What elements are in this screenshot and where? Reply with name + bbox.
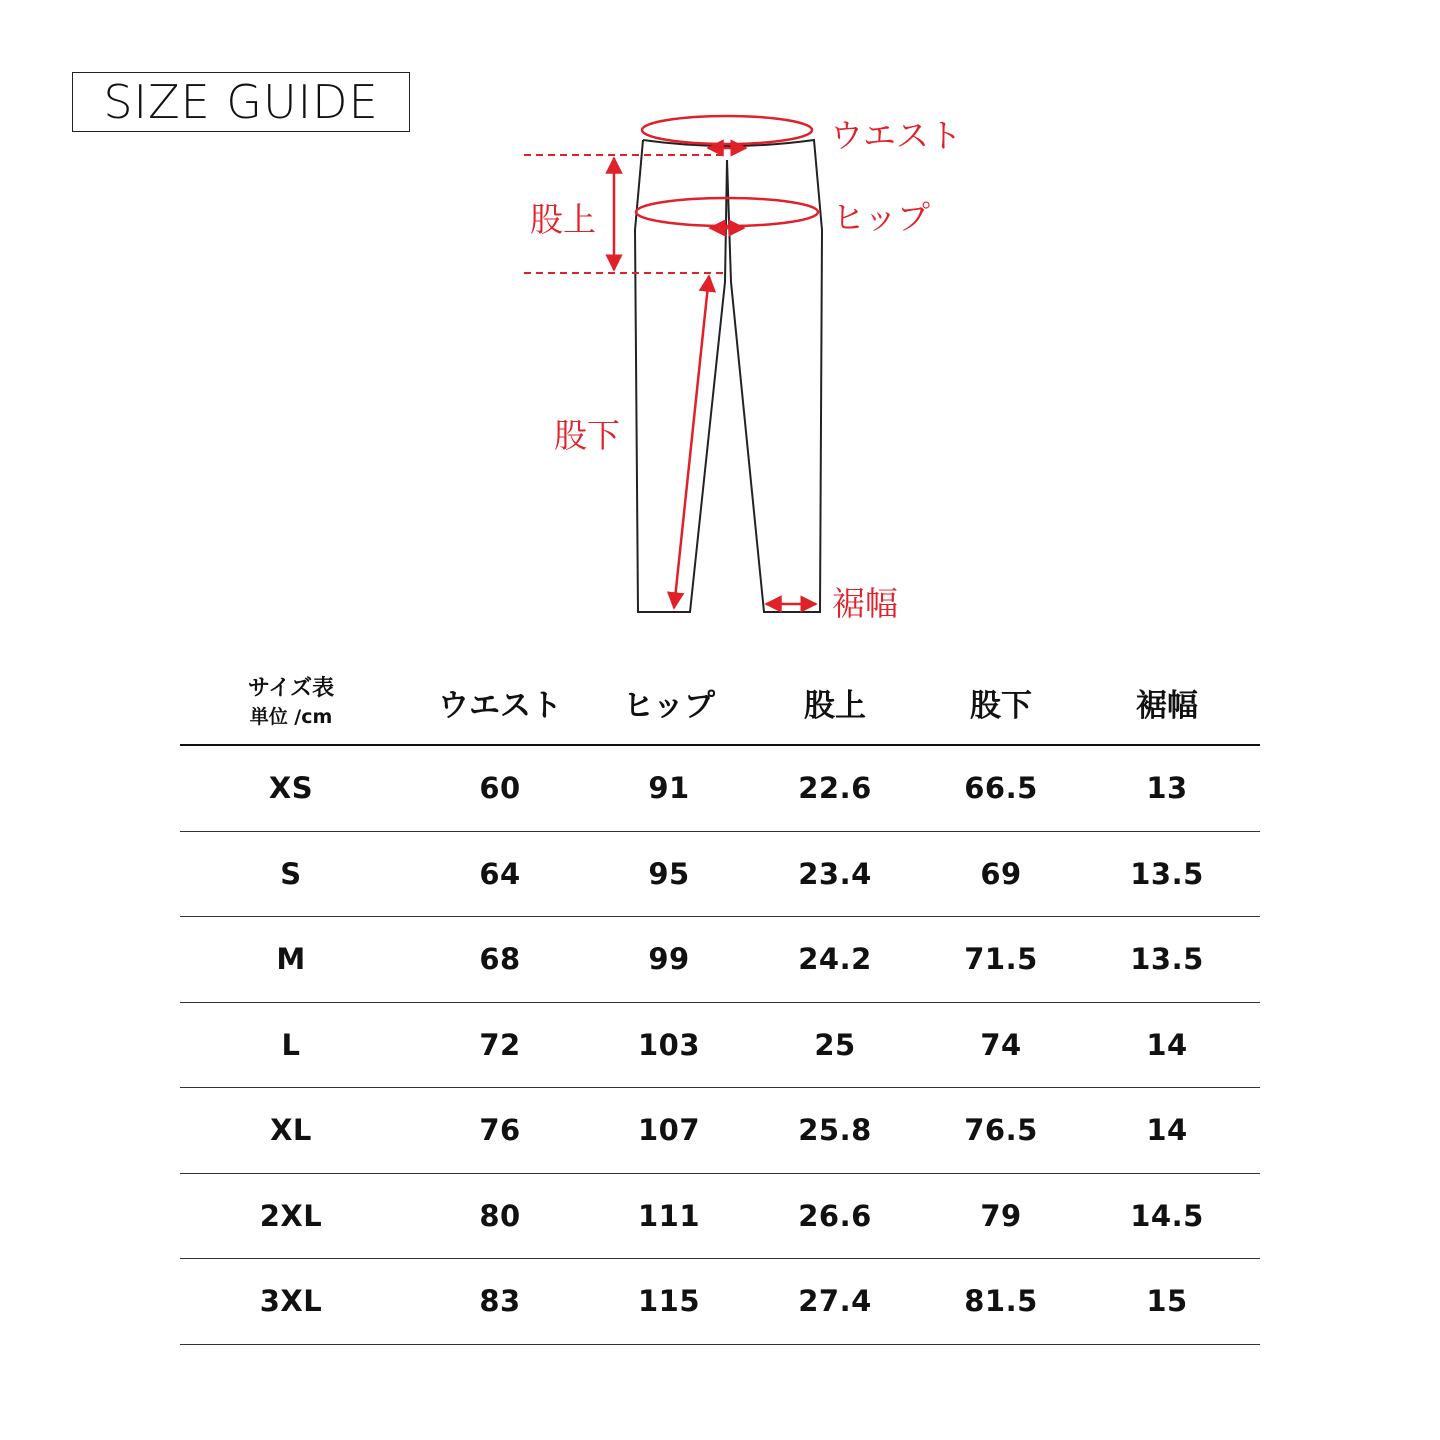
- rise-label: 股上: [530, 200, 596, 239]
- inseam-cell: 76.5: [964, 1113, 1038, 1148]
- waist-cell: 60: [479, 771, 521, 806]
- hip-cell: 107: [637, 1113, 701, 1148]
- rise-cell: 24.2: [798, 942, 872, 977]
- size-cell: 2XL: [259, 1198, 323, 1233]
- size-cell: XS: [268, 771, 314, 806]
- page-title: SIZE GUIDE: [103, 75, 379, 129]
- table-row: [180, 1088, 1260, 1174]
- column-header-waist: ウエスト: [438, 687, 562, 724]
- waist-cell: 83: [479, 1284, 521, 1319]
- table-row: [180, 746, 1260, 832]
- inseam-cell: 79: [980, 1198, 1022, 1233]
- size-cell: 3XL: [259, 1284, 323, 1319]
- pants-outline: [635, 140, 822, 612]
- rise-cell: 22.6: [798, 771, 872, 806]
- rise-cell: 25.8: [798, 1113, 872, 1148]
- inseam-cell: 71.5: [964, 942, 1038, 977]
- unit-label: 単位 /cm: [249, 706, 333, 728]
- pants-illustration: [0, 0, 1440, 640]
- hip-cell: 103: [637, 1027, 701, 1062]
- waist-cell: 64: [479, 856, 521, 891]
- inseam-arrow: [674, 276, 709, 608]
- waist-cell: 72: [479, 1027, 521, 1062]
- table-row: [180, 832, 1260, 918]
- rise-cell: 26.6: [798, 1198, 872, 1233]
- hem-cell: 13.5: [1130, 856, 1204, 891]
- rise-cell: 27.4: [798, 1284, 872, 1319]
- hip-cell: 115: [637, 1284, 701, 1319]
- hip-cell: 99: [648, 942, 690, 977]
- size-cell: M: [276, 942, 306, 977]
- hip-cell: 91: [648, 771, 690, 806]
- size-table: [180, 660, 1260, 1345]
- hip-cell: 111: [637, 1198, 701, 1233]
- table-row: [180, 1003, 1260, 1089]
- hip-label: ヒップ: [832, 198, 931, 237]
- size-cell: XL: [270, 1113, 312, 1148]
- table-row: [180, 1259, 1260, 1345]
- hem-cell: 13.5: [1130, 942, 1204, 977]
- inseam-cell: 69: [980, 856, 1022, 891]
- hem-cell: 14.5: [1130, 1198, 1204, 1233]
- pants-measurement-diagram: [0, 0, 1440, 640]
- column-header-inseam: 股下: [970, 687, 1032, 724]
- hem-cell: 14: [1146, 1027, 1188, 1062]
- hem-label: 裾幅: [832, 584, 898, 623]
- inseam-cell: 81.5: [964, 1284, 1038, 1319]
- waist-cell: 80: [479, 1198, 521, 1233]
- inseam-cell: 66.5: [964, 771, 1038, 806]
- waist-label: ウエスト: [830, 116, 962, 155]
- table-row: [180, 917, 1260, 1003]
- size-unit-header: [180, 674, 402, 730]
- waist-cell: 76: [479, 1113, 521, 1148]
- inseam-label: 股下: [554, 416, 620, 455]
- size-cell: S: [280, 856, 302, 891]
- waist-measure-ellipse: [642, 116, 812, 144]
- table-header-row: [180, 660, 1260, 746]
- hem-cell: 15: [1146, 1284, 1188, 1319]
- hip-cell: 95: [648, 856, 690, 891]
- size-chart-label: サイズ表: [247, 676, 335, 701]
- hem-cell: 13: [1146, 771, 1188, 806]
- column-header-rise: 股上: [804, 687, 866, 724]
- size-cell: L: [281, 1027, 301, 1062]
- inseam-cell: 74: [980, 1027, 1022, 1062]
- column-header-hem: 裾幅: [1136, 687, 1198, 724]
- rise-cell: 25: [814, 1027, 856, 1062]
- column-header-hip: ヒップ: [622, 687, 716, 724]
- rise-cell: 23.4: [798, 856, 872, 891]
- table-row: [180, 1174, 1260, 1260]
- waist-cell: 68: [479, 942, 521, 977]
- hem-cell: 14: [1146, 1113, 1188, 1148]
